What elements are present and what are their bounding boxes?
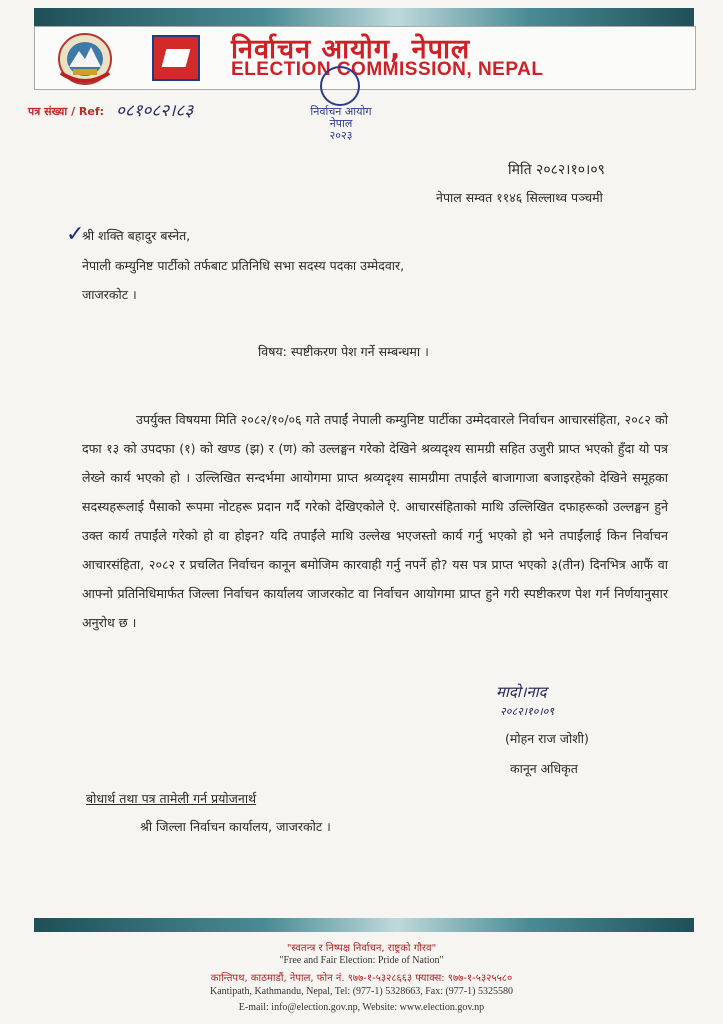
nepal-sambat-date: नेपाल सम्वत ११४६ सिल्लाथ्व पञ्चमी [436,190,603,205]
nepal-emblem-icon [55,29,115,87]
letter-body [82,405,668,637]
footer-contact-en: Kantipath, Kathmandu, Nepal, Tel: (977-1) 5328663, Fax: (977-1) 5325580 [210,986,513,997]
footer-contact-np: कान्तिपथ, काठमाडौं, नेपाल, फोन नं. ९७७-१-५३२८६६३ फ्याक्स: ९७७-१-५३२५५८० [210,973,513,984]
cc-recipient: श्री जिल्ला निर्वाचन कार्यालय, जाजरकोट । [140,819,331,834]
signature-scrawl: मादो।नाद [496,683,547,701]
footer-slogan-en: "Free and Fair Election: Pride of Nation" [279,955,444,966]
office-stamp [296,66,386,142]
footer-band [34,918,694,932]
footer-email-website: E-mail: info@election.gov.np, Website: www.election.gov.np [238,1002,485,1013]
election-commission-logo-icon [152,35,200,81]
body-paragraph: उपर्युक्त विषयमा मिति २०८२/१०/०६ गते तपाईं नेपाली कम्युनिष्ट पार्टीका उम्मेदवारले निर्वाचन आचारसंहिता, २०८२ को दफा १३ को उपदफा (१) को खण्ड (झ) र (ण) को उल्लङ्घन गरेको देखिने श्रव्यदृश्य सामग्री सहित उजुरी प्राप्त भएको हुँदा यो पत्र लेख्ने कार्य भएको हो । उल्लिखित सन्दर्भमा आयोगमा प्राप्त श्रव्यदृश्य सामग्रीमा तपाईंले बाजागाजा बजाइरहेको देखिने समूहका सदस्यहरूलाई पैसाको रूपमा नोटहरू प्रदान गर्दै गरेको देखिएकोले ऐ. आचारसंहिताको माथि उल्लिखित दफाहरूको उल्लङ्घन हुने उक्त कार्य तपाईंले गरेको हो वा होइन? यदि तपाईंले माथि उल्लेख भएजस्तो कार्य गर्नु भएको हो भने तपाईंलाई किन निर्वाचन आचारसंहिता, २०८२ र प्रचलित निर्वाचन कानून बमोजिम कारवाही गर्नु नपर्ने हो? यस पत्र प्राप्त भएको ३(तीन) दिनभित्र आफैं वा आफ्नो प्रतिनिधिमार्फत जिल्ला निर्वाचन कार्यालय जाजरकोट वा निर्वाचन आयोगमा प्राप्त हुने गरी स्पष्टीकरण पेश गर्न निर्णयानुसार अनुरोध छ । [82,412,668,630]
stamp-text-2: नेपाल [329,117,353,130]
reference-label: पत्र संख्या / Ref: [28,105,105,118]
signature [494,682,584,726]
check-mark-icon: ✓ [66,222,85,247]
addressee-designation: नेपाली कम्युनिष्ट पार्टीको तर्फबाट प्रतिनिधि सभा सदस्य पदका उम्मेदवार, [82,258,405,273]
commission-title-np: निर्वाचन आयोग, नेपाल [231,34,471,65]
commission-title-en: ELECTION COMMISSION, NEPAL [231,59,544,80]
footer-slogan-np: "स्वतन्त्र र निष्पक्ष निर्वाचन, राष्ट्रको गौरव" [286,943,437,954]
header-band [34,8,694,26]
stamp-text-3: २०२३ [329,129,353,142]
signatory-role: कानून अधिकृत [510,761,578,776]
cc-heading: बोधार्थ तथा पत्र तामेली गर्न प्रयोजनार्थ [86,791,257,806]
addressee-name: श्री शक्ति बहादुर बस्नेत, [82,228,191,243]
reference-number: ०८१०८२।८३ [116,101,194,121]
stamp-text-1: निर्वाचन आयोग [310,105,372,118]
letter-date: मिति २०८२।१०।०९ [508,162,605,178]
signatory-name: (मोहन राज जोशी) [505,731,589,746]
letter-subject: विषय: स्पष्टीकरण पेश गर्ने सम्बन्धमा । [258,344,429,359]
addressee-location: जाजरकोट । [82,287,137,302]
signature-date: २०८२।१०।०९ [500,705,555,718]
